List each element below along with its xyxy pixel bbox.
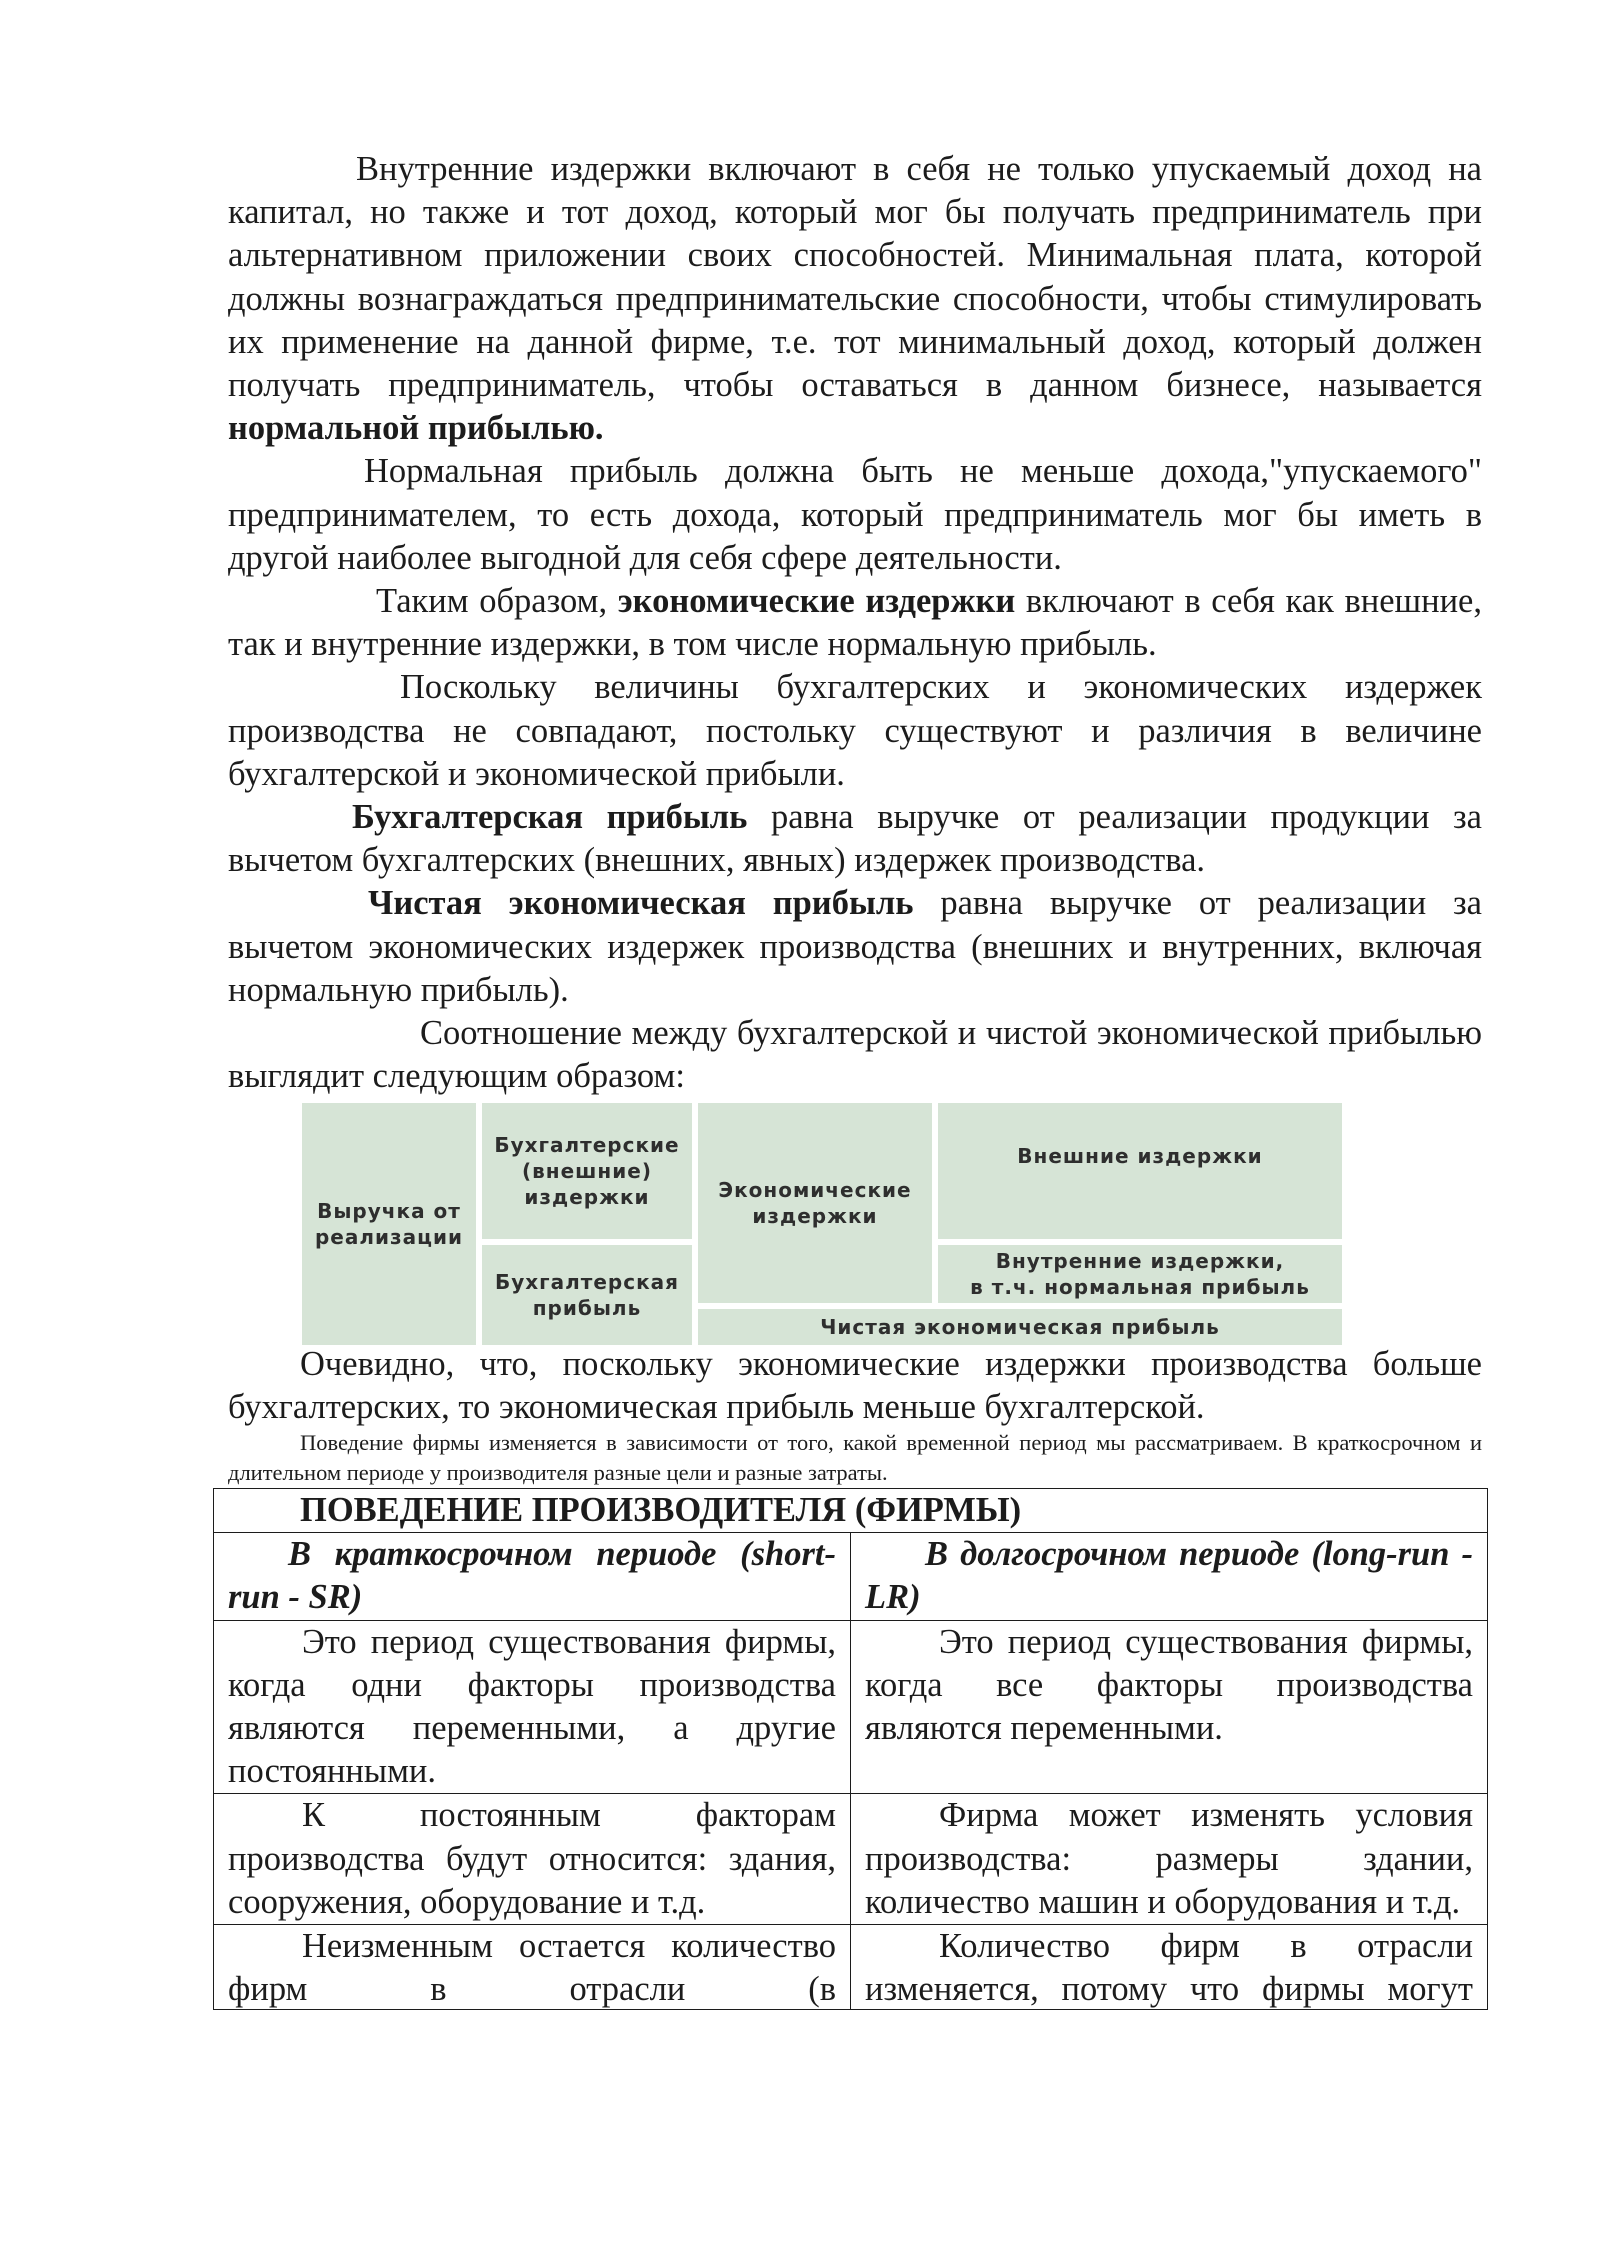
paragraph-accounting-profit [228,796,1482,882]
paragraph-text: Таким образом, [376,582,618,621]
header-short-run: В краткосрочном периоде (short-run - SR) [214,1533,851,1620]
table-title: ПОВЕДЕНИЕ ПРОИЗВОДИТЕЛЯ (ФИРМЫ) [214,1489,1488,1533]
paragraph-internal-costs [228,148,1482,450]
paragraph-text: включают в себя как внешние, так и внутренние издержки, в том числе нормальную прибыль. [228,582,1482,664]
paragraph-normal-profit: Нормальная прибыль должна быть не меньше дохода,"упускаемого" предпринимателем, то есть дохода, который предприниматель мог бы иметь в другой наиболее выгодной для себя сфере деятельности. [228,452,1482,577]
table-row [214,1794,1488,1925]
cell-short-run: Это период существования фирмы, когда одни факторы производства являются переменными, а другие постоянными. [214,1620,851,1794]
term-net-economic-profit: Чистая экономическая прибыль [368,884,914,923]
table-header-row [214,1533,1488,1620]
paragraph-text: равна выручке от реализации продукции за вычетом бухгалтерских (внешних, явных) издержек производства. [228,798,1482,880]
paragraph-conclusion: Очевидно, что, поскольку экономические издержки производства больше бухгалтерских, то экономическая прибыль меньше бухгалтерской. [228,1345,1482,1427]
profit-diagram [302,1103,1342,1345]
paragraph-economic-costs [228,580,1482,666]
diagram-internal-costs: Внутренние издержки, в т.ч. нормальная прибыль [938,1245,1342,1303]
diagram-net-economic-profit: Чистая экономическая прибыль [698,1309,1342,1345]
paragraph-relation: Соотношение между бухгалтерской и чистой экономической прибылью выглядит следующим образом: [228,1014,1482,1096]
diagram-external-costs: Внешние издержки [938,1103,1342,1239]
term-normal-profit: нормальной прибылью. [228,409,604,448]
cell-short-run: Неизменным остается количество фирм в отрасли (в [214,1925,851,2010]
cell-long-run: Это период существования фирмы, когда все факторы производства являются переменными. [851,1620,1488,1794]
term-accounting-profit: Бухгалтерская прибыль [352,798,748,837]
table-title-row [214,1489,1488,1533]
paragraph-text: равна выручке от реализации за вычетом экономических издержек производства (внешних и внутренних, включая нормальную прибыль). [228,884,1482,1009]
body-text [228,148,1482,1098]
table-row [214,1925,1488,2010]
conclusion-text [228,1343,1482,1429]
diagram-revenue: Выручка от реализации [302,1103,476,1345]
table-row [214,1620,1488,1794]
cell-long-run: Фирма может изменять условия производства: размеры здании, количество машин и оборудования и т.д. [851,1794,1488,1925]
paragraph-text: Внутренние издержки включают в себя не только упускаемый доход на капитал, но также и тот доход, который мог бы получать предприниматель при альтернативном приложении своих способностей. Минимальная плата, которой должны вознаграждаться предпринимательские способности, чтобы стимулировать их применение на данной фирме, т.е. тот минимальный доход, который должен получать предприниматель, чтобы оставаться в данном бизнесе, называется [228,150,1482,405]
diagram-accounting-costs: Бухгалтерские (внешние) издержки [482,1103,692,1239]
producer-behavior-table [213,1488,1488,2010]
diagram-economic-costs: Экономические издержки [698,1103,932,1303]
small-note [228,1428,1482,1488]
note-firm-behavior: Поведение фирмы изменяется в зависимости от того, какой временной период мы рассматриваем. В краткосрочном и длительном периоде у производителя разные цели и разные затраты. [228,1430,1482,1485]
paragraph-profit-difference: Поскольку величины бухгалтерских и экономических издержек производства не совпадают, постольку существуют и различия в величине бухгалтерской и экономической прибыли. [228,668,1482,793]
cell-long-run: Количество фирм в отрасли изменяется, потому что фирмы могут [851,1925,1488,2010]
diagram-accounting-profit: Бухгалтерская прибыль [482,1245,692,1345]
cell-short-run: К постоянным факторам производства будут относится: здания, сооружения, оборудование и т.д. [214,1794,851,1925]
paragraph-net-economic-profit [228,882,1482,1012]
term-economic-costs: экономические издержки [617,582,1016,621]
header-long-run: В долгосрочном периоде (long-run - LR) [851,1533,1488,1620]
